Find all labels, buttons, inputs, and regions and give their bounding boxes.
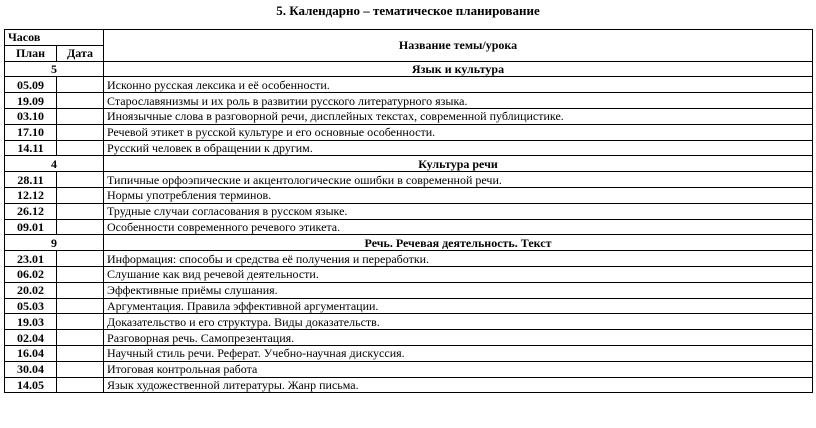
table-row [5,187,813,203]
actual-date [57,93,104,109]
table-row [5,140,813,156]
actual-date [57,314,104,330]
table-body [5,61,813,393]
table-row [5,345,813,361]
actual-date [57,377,104,393]
lesson-topic: Доказательство и его структура. Виды доказательств. [104,314,813,330]
plan-date: 28.11 [5,172,57,188]
lesson-topic: Нормы употребления терминов. [104,187,813,203]
plan-date: 03.10 [5,108,57,124]
actual-date [57,361,104,377]
topic-header: Название темы/урока [104,30,813,62]
lesson-topic: Трудные случаи согласования в русском языке. [104,203,813,219]
table-row [5,172,813,188]
plan-date: 02.04 [5,330,57,346]
lesson-topic: Русский человек в обращении к другим. [104,140,813,156]
actual-date [57,345,104,361]
actual-date [57,77,104,93]
planning-table [4,29,813,393]
actual-date [57,108,104,124]
table-row [5,361,813,377]
section-hours: 9 [5,235,104,251]
actual-date [57,330,104,346]
lesson-topic: Типичные орфоэпические и акцентологические ошибки в современной речи. [104,172,813,188]
table-row [5,124,813,140]
actual-date [57,219,104,235]
actual-date [57,172,104,188]
plan-date: 06.02 [5,266,57,282]
plan-date: 26.12 [5,203,57,219]
lesson-topic: Старославянизмы и их роль в развитии русского литературного языка. [104,93,813,109]
table-row [5,108,813,124]
table-row [5,266,813,282]
header-row [5,30,813,46]
section-row [5,235,813,251]
hours-header: Часов [5,30,104,46]
actual-date [57,282,104,298]
table-row [5,203,813,219]
section-row [5,156,813,172]
plan-date: 30.04 [5,361,57,377]
lesson-topic: Язык художественной литературы. Жанр письма. [104,377,813,393]
table-row [5,377,813,393]
plan-date: 09.01 [5,219,57,235]
plan-date: 20.02 [5,282,57,298]
lesson-topic: Аргументация. Правила эффективной аргументации. [104,298,813,314]
plan-date: 19.09 [5,93,57,109]
plan-header: План [5,45,57,61]
date-header: Дата [57,45,104,61]
lesson-topic: Разговорная речь. Самопрезентация. [104,330,813,346]
section-name: Язык и культура [104,61,813,77]
plan-date: 17.10 [5,124,57,140]
actual-date [57,266,104,282]
actual-date [57,124,104,140]
table-row [5,298,813,314]
section-name: Речь. Речевая деятельность. Текст [104,235,813,251]
actual-date [57,298,104,314]
lesson-topic: Эффективные приёмы слушания. [104,282,813,298]
page-title: 5. Календарно – тематическое планирование [276,3,540,18]
table-row [5,251,813,267]
plan-date: 12.12 [5,187,57,203]
lesson-topic: Информация: способы и средства её получения и переработки. [104,251,813,267]
section-row [5,61,813,77]
plan-date: 05.03 [5,298,57,314]
plan-date: 16.04 [5,345,57,361]
lesson-topic: Особенности современного речевого этикета. [104,219,813,235]
actual-date [57,203,104,219]
plan-date: 14.11 [5,140,57,156]
lesson-topic: Исконно русская лексика и её особенности. [104,77,813,93]
table-row [5,93,813,109]
lesson-topic: Слушание как вид речевой деятельности. [104,266,813,282]
plan-date: 05.09 [5,77,57,93]
plan-date: 23.01 [5,251,57,267]
table-row [5,282,813,298]
lesson-topic: Научный стиль речи. Реферат. Учебно-научная дискуссия. [104,345,813,361]
section-hours: 4 [5,156,104,172]
table-row [5,314,813,330]
actual-date [57,251,104,267]
table-row [5,330,813,346]
lesson-topic: Речевой этикет в русской культуре и его основные особенности. [104,124,813,140]
section-name: Культура речи [104,156,813,172]
section-hours: 5 [5,61,104,77]
table-row [5,77,813,93]
actual-date [57,187,104,203]
plan-date: 14.05 [5,377,57,393]
actual-date [57,140,104,156]
plan-date: 19.03 [5,314,57,330]
lesson-topic: Иноязычные слова в разговорной речи, дисплейных текстах, современной публицистике. [104,108,813,124]
lesson-topic: Итоговая контрольная работа [104,361,813,377]
table-row [5,219,813,235]
